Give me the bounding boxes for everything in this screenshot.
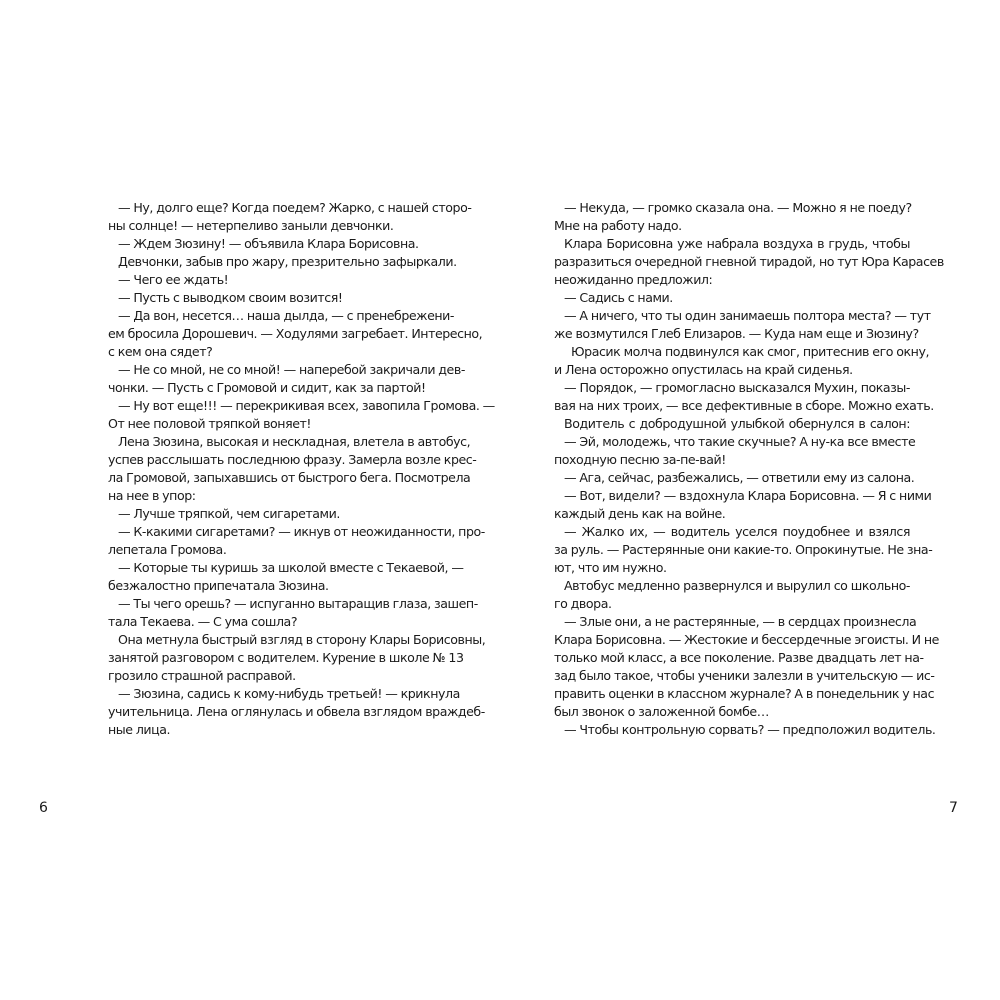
text-line: Водитель с добродушной улыбкой обернулся в салон:: [564, 416, 910, 431]
page-number-left: 6: [39, 800, 48, 816]
text-line: — Зюзина, садись к кому-нибудь третьей! — крикнула: [118, 686, 460, 701]
text-line: и Лена осторожно опустилась на край сиденья.: [554, 362, 853, 377]
text-line: походную песню за-пе-вай!: [554, 452, 726, 467]
text-line: — Да вон, несется… наша дылда, — с пренебрежени-: [118, 308, 454, 323]
text-line: Она метнула быстрый взгляд в сторону Клары Борисовны,: [118, 632, 486, 647]
text-line: — Порядок, — громогласно высказался Мухин, показы-: [564, 380, 910, 395]
text-line: же возмутился Глеб Елизаров. — Куда нам еще и Зюзину?: [554, 326, 919, 341]
text-line: ла Громовой, запыхавшись от быстрого бега. Посмотрела: [108, 470, 471, 485]
text-line: грозило страшной расправой.: [108, 668, 296, 683]
text-line: занятой разговором с водителем. Курение в школе № 13: [108, 650, 464, 665]
text-line: ем бросила Дорошевич. — Ходулями загребает. Интересно,: [108, 326, 483, 341]
text-line: Клара Борисовна уже набрала воздуха в грудь, чтобы: [564, 236, 910, 251]
text-line: — Садись с нами.: [564, 290, 673, 305]
text-line: чонки. — Пусть с Громовой и сидит, как за партой!: [108, 380, 426, 395]
left-page-text: [108, 199, 495, 739]
page-number-right: 7: [949, 800, 958, 816]
text-line: с кем она сядет?: [108, 344, 213, 359]
text-line: — Чего ее ждать!: [118, 272, 229, 287]
text-line: ны солнце! — нетерпеливо заныли девчонки.: [108, 218, 394, 233]
text-line: — Лучше тряпкой, чем сигаретами.: [118, 506, 340, 521]
text-line: безжалостно припечатала Зюзина.: [108, 578, 329, 593]
text-line: — Ага, сейчас, разбежались, — ответили ему из салона.: [564, 470, 915, 485]
text-line: Юрасик молча подвинулся как смог, притеснив его окну,: [571, 344, 930, 359]
text-line: успев расслышать последнюю фразу. Замерла возле крес-: [108, 452, 477, 467]
text-line: — Ждем Зюзину! — объявила Клара Борисовна.: [118, 236, 419, 251]
text-line: — А ничего, что ты один занимаешь полтора места? — тут: [564, 308, 931, 323]
text-line: на нее в упор:: [108, 488, 196, 503]
text-line: ные лица.: [108, 722, 171, 737]
text-line: ют, что им нужно.: [554, 560, 667, 575]
text-line: Девчонки, забыв про жару, презрительно зафыркали.: [118, 254, 457, 269]
text-line: за руль. — Растерянные они какие-то. Опрокинутые. Не зна-: [554, 542, 933, 557]
text-line: Мне на работу надо.: [554, 218, 682, 233]
text-line: — Вот, видели? — вздохнула Клара Борисовна. — Я с ними: [564, 488, 932, 503]
text-line: От нее половой тряпкой воняет!: [108, 416, 312, 431]
text-line: тала Текаева. — С ума сошла?: [108, 614, 298, 629]
text-line: только мой класс, а все поколение. Разве двадцать лет на-: [554, 650, 924, 665]
text-line: — К-какими сигаретами? — икнув от неожиданности, про-: [118, 524, 485, 539]
text-line: — Жалко их, — водитель уселся поудобнее и взялся: [564, 524, 910, 539]
text-line: — Ну вот еще!!! — перекрикивая всех, завопила Громова. —: [118, 398, 495, 413]
text-line: — Чтобы контрольную сорвать? — предположил водитель.: [564, 722, 936, 737]
text-line: зад было такое, чтобы ученики залезли в учительскую — ис-: [554, 668, 935, 683]
text-line: лепетала Громова.: [108, 542, 227, 557]
text-line: — Которые ты куришь за школой вместе с Текаевой, —: [118, 560, 464, 575]
text-line: разразиться очередной гневной тирадой, но тут Юра Карасев: [554, 254, 944, 269]
text-line: — Злые они, а не растерянные, — в сердцах произнесла: [564, 614, 917, 629]
text-line: Лена Зюзина, высокая и нескладная, влетела в автобус,: [118, 434, 471, 449]
text-line: учительница. Лена оглянулась и обвела взглядом враждеб-: [108, 704, 485, 719]
text-line: каждый день как на войне.: [554, 506, 726, 521]
text-line: — Ты чего орешь? — испуганно вытаращив глаза, зашеп-: [118, 596, 478, 611]
text-line: вая на них троих, — все дефективные в сборе. Можно ехать.: [554, 398, 934, 413]
text-line: — Пусть с выводком своим возится!: [118, 290, 343, 305]
text-line: — Эй, молодежь, что такие скучные? А ну-ка все вместе: [564, 434, 916, 449]
text-line: го двора.: [554, 596, 612, 611]
text-line: — Ну, долго еще? Когда поедем? Жарко, с нашей сторо-: [118, 200, 472, 215]
right-page-text: [554, 199, 944, 739]
text-line: править оценки в классном журнале? А в понедельник у нас: [554, 686, 935, 701]
text-line: неожиданно предложил:: [554, 272, 713, 287]
text-line: — Не со мной, не со мной! — наперебой закричали дев-: [118, 362, 465, 377]
text-line: — Некуда, — громко сказала она. — Можно я не поеду?: [564, 200, 912, 215]
text-line: Клара Борисовна. — Жестокие и бессердечные эгоисты. И не: [554, 632, 939, 647]
text-line: Автобус медленно развернулся и вырулил со школьно-: [564, 578, 910, 593]
text-line: был звонок о заложенной бомбе…: [554, 704, 769, 719]
